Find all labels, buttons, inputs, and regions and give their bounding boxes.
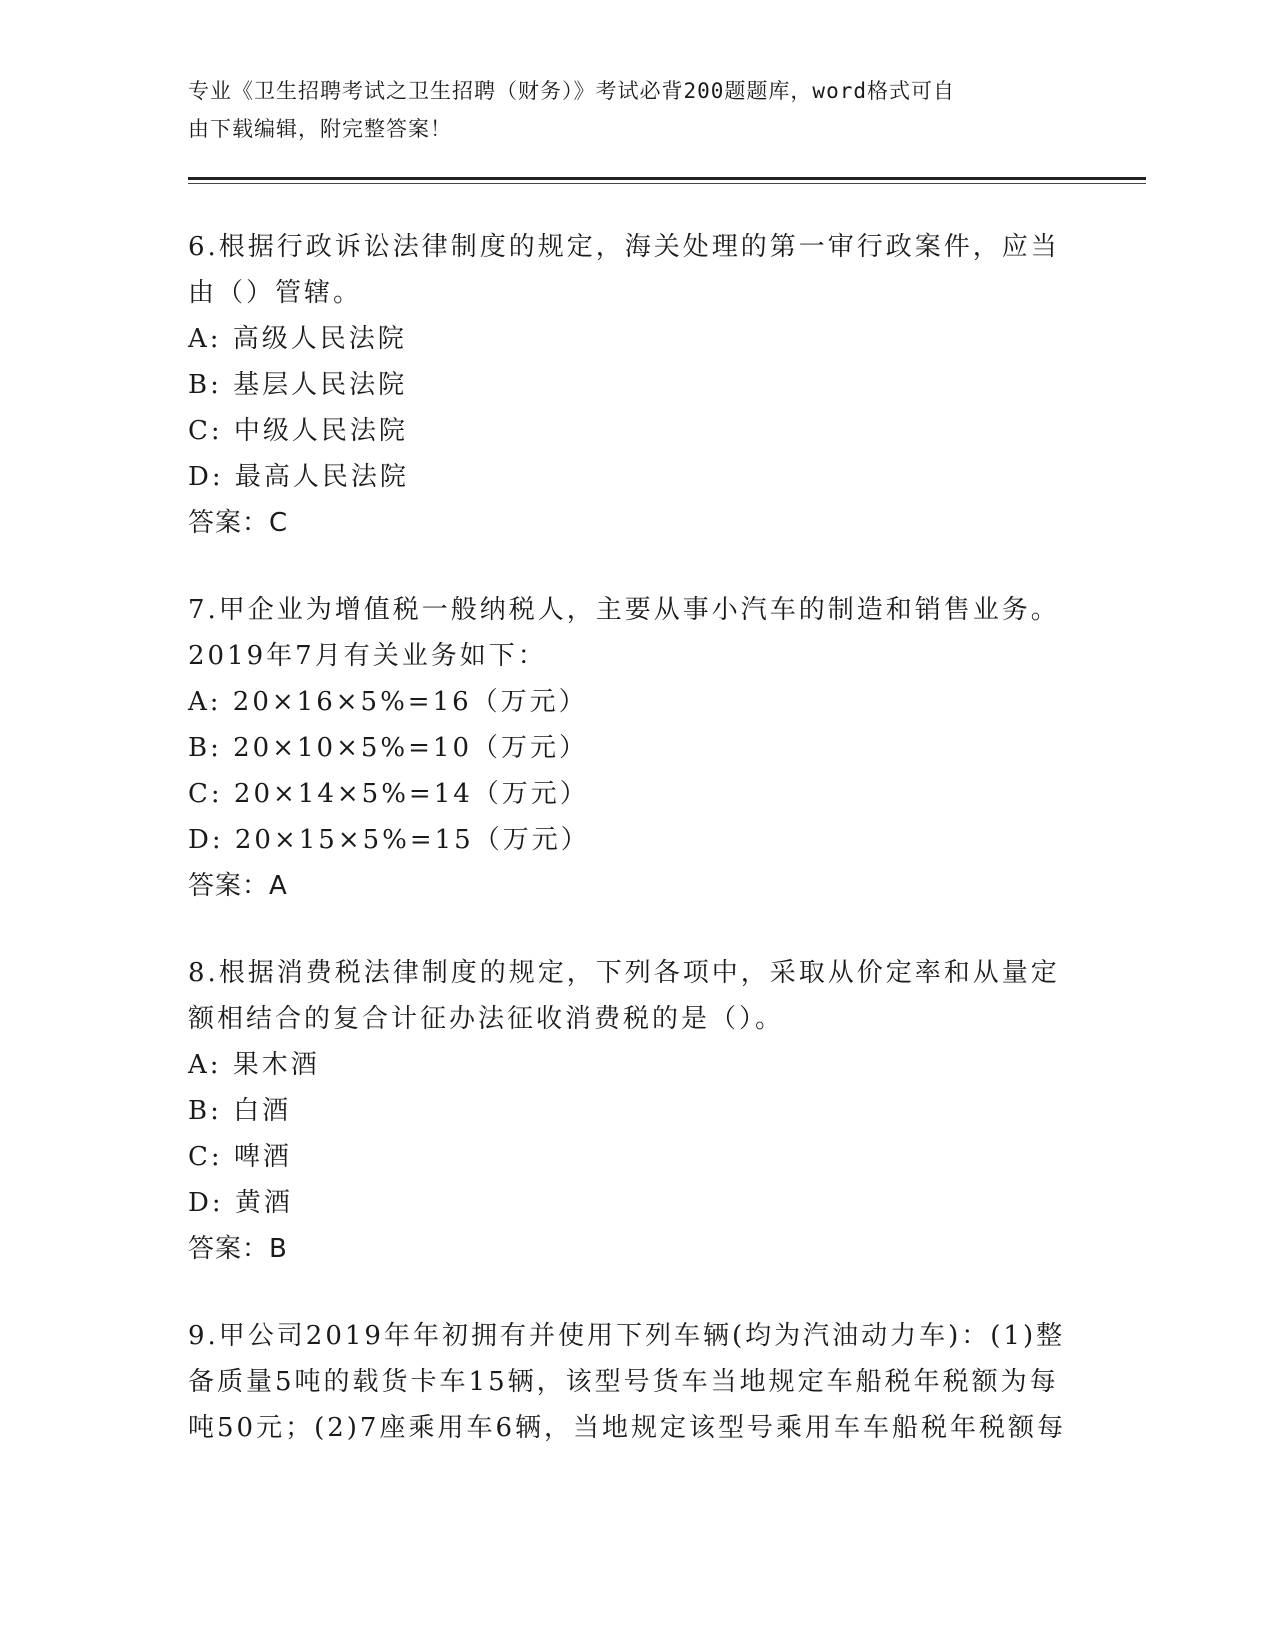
answer: 答案：B xyxy=(188,1234,288,1264)
question-text: 8.根据消费税法律制度的规定，下列各项中，采取从价定率和从量定 xyxy=(188,958,1060,988)
document-header xyxy=(188,72,1088,148)
option-c: C: 20×14×5%=14（万元） xyxy=(188,779,589,809)
question-text: 6.根据行政诉讼法律制度的规定，海关处理的第一审行政案件，应当 xyxy=(188,232,1060,262)
answer: 答案：A xyxy=(188,871,288,901)
option-c: C: 啤酒 xyxy=(188,1142,292,1172)
question-text: 吨50元；(2)7座乘用车6辆，当地规定该型号乘用车车船税年税额每 xyxy=(188,1413,1066,1443)
option-a: A: 高级人民法院 xyxy=(188,324,407,354)
option-d: D: 20×15×5%=15（万元） xyxy=(188,825,590,855)
option-b: B: 白酒 xyxy=(188,1096,292,1126)
header-line-1: 专业《卫生招聘考试之卫生招聘（财务）》考试必背200题题库，word格式可自 xyxy=(188,79,955,103)
question-text: 额相结合的复合计征办法征收消费税的是（）。 xyxy=(188,1004,785,1034)
question-6 xyxy=(188,224,1108,546)
option-a: A: 20×16×5%=16（万元） xyxy=(188,687,588,717)
option-b: B: 20×10×5%=10（万元） xyxy=(188,733,588,763)
question-text: 由（）管辖。 xyxy=(188,278,363,308)
question-7 xyxy=(188,587,1108,909)
header-line-2: 由下载编辑，附完整答案！ xyxy=(188,117,452,141)
option-d: D: 黄酒 xyxy=(188,1188,293,1218)
question-9 xyxy=(188,1313,1108,1451)
header-divider xyxy=(188,177,1146,180)
answer: 答案：C xyxy=(188,508,289,538)
question-text: 2019年7月有关业务如下： xyxy=(188,641,547,671)
option-b: B: 基层人民法院 xyxy=(188,370,408,400)
option-d: D: 最高人民法院 xyxy=(188,462,409,492)
option-c: C: 中级人民法院 xyxy=(188,416,408,446)
question-text: 备质量5吨的载货卡车15辆，该型号货车当地规定车船税年税额为每 xyxy=(188,1367,1059,1397)
option-a: A: 果木酒 xyxy=(188,1050,320,1080)
question-text: 7.甲企业为增值税一般纳税人，主要从事小汽车的制造和销售业务。 xyxy=(188,595,1060,625)
question-text: 9.甲公司2019年年初拥有并使用下列车辆(均为汽油动力车)：(1)整 xyxy=(188,1321,1066,1351)
question-8 xyxy=(188,950,1108,1272)
header-divider-thin xyxy=(188,183,1146,184)
